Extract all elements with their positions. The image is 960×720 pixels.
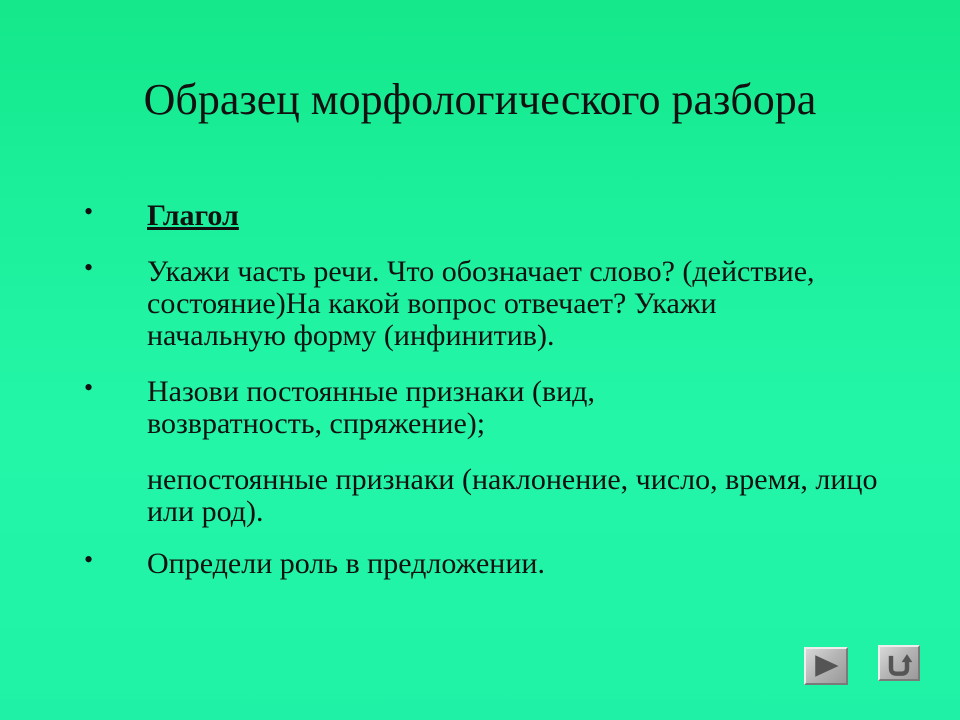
bullet-item-verb [0, 197, 900, 232]
return-button[interactable] [878, 645, 920, 681]
bullet-list [0, 197, 900, 580]
bullet-text: непостоянные признаки (наклонение, число, время, лицо или род). [147, 463, 878, 528]
bullet-text: Назови постоянные признаки (вид, возвратность, спряжение); [147, 375, 595, 440]
next-slide-button[interactable] [804, 647, 848, 685]
bullet-marker: • [84, 545, 94, 574]
bullet-item-part-of-speech [0, 253, 900, 352]
bullet-marker: • [84, 197, 94, 226]
play-arrow-icon [806, 649, 846, 683]
bullet-item-variable-features [0, 464, 900, 528]
bullet-text: Определи роль в предложении. [147, 547, 545, 580]
bullet-text-heading: Глагол [147, 199, 239, 232]
bullet-marker: • [84, 253, 94, 282]
u-turn-icon [880, 647, 918, 679]
slide-title: Образец морфологического разбора [143, 75, 817, 124]
bullet-item-sentence-role [0, 545, 900, 580]
bullet-item-constant-features [0, 373, 900, 440]
bullet-marker: • [84, 373, 94, 402]
bullet-text: Укажи часть речи. Что обозначает слово? (действие, состояние)На какой вопрос отвечает? Укажи начальную форму (инфинитив). [147, 255, 815, 352]
